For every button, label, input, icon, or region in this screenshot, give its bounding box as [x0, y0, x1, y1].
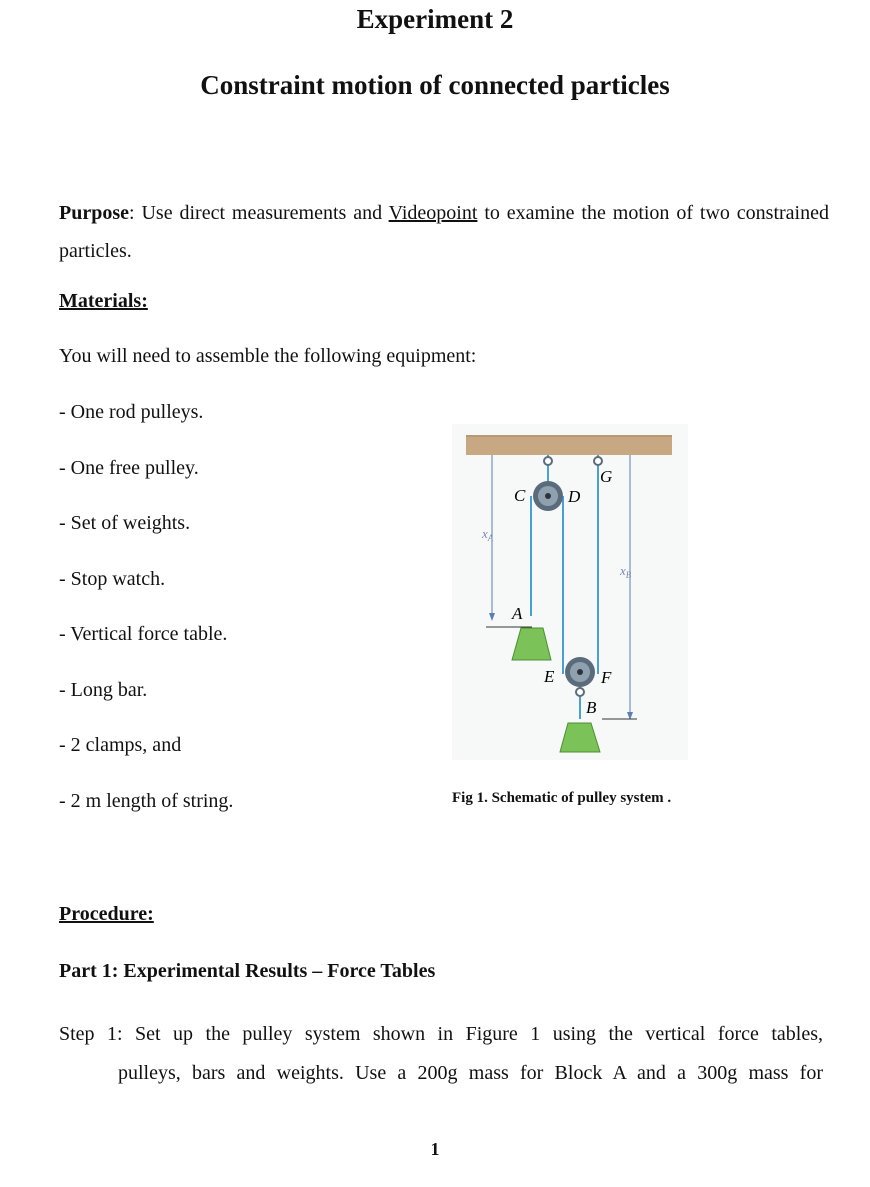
step1-paragraph — [59, 1015, 823, 1093]
videopoint-link[interactable]: Videopoint — [388, 202, 478, 224]
materials-heading: Materials: — [59, 290, 148, 312]
purpose-colon: : — [129, 202, 142, 224]
anchor-b — [576, 688, 584, 696]
purpose-label: Purpose — [59, 202, 129, 224]
experiment-title: Experiment 2 — [356, 4, 514, 34]
anchor-g — [594, 457, 602, 465]
label-c: C — [514, 486, 526, 505]
ceiling-beam — [466, 435, 672, 455]
purpose-paragraph — [59, 194, 829, 270]
step1-line1: Step 1: Set up the pulley system shown in Figure 1 using the vertical force tables, — [59, 1023, 823, 1045]
material-item: - Long bar. — [59, 679, 148, 701]
figure-caption: Fig 1. Schematic of pulley system . — [452, 790, 672, 806]
pulley-system-figure — [452, 424, 688, 760]
label-a: A — [512, 604, 523, 623]
part1-heading: Part 1: Experimental Results – Force Tables — [59, 960, 436, 982]
step1-line2: pulleys, bars and weights. Use a 200g mass for Block A and a 300g mass for — [118, 1062, 823, 1084]
materials-intro: You will need to assemble the following equipment: — [59, 345, 477, 367]
material-item: - One rod pulleys. — [59, 401, 204, 423]
material-item: - Vertical force table. — [59, 623, 228, 645]
label-e: E — [544, 667, 555, 686]
fixed-pulley-hub — [545, 493, 551, 499]
label-xa: $x_A$ — [482, 526, 494, 543]
label-d: D — [568, 487, 581, 506]
material-item: - Stop watch. — [59, 568, 166, 590]
material-item: - 2 clamps, and — [59, 734, 182, 756]
label-f: F — [601, 668, 612, 687]
page-number: 1 — [430, 1139, 440, 1159]
label-g: G — [600, 467, 613, 486]
purpose-text-after: to examine the motion of two constrained particles. — [59, 202, 829, 262]
figure-background — [452, 424, 688, 760]
procedure-heading: Procedure: — [59, 903, 154, 925]
material-item: - 2 m length of string. — [59, 790, 234, 812]
anchor-c — [544, 457, 552, 465]
material-item: - Set of weights. — [59, 512, 191, 534]
free-pulley-hub — [577, 669, 583, 675]
material-item: - One free pulley. — [59, 457, 199, 479]
purpose-text-before: Use direct measurements and — [141, 202, 389, 224]
label-xb: $x_B$ — [620, 563, 632, 580]
label-b: B — [586, 698, 597, 717]
experiment-subtitle: Constraint motion of connected particles — [200, 70, 670, 100]
